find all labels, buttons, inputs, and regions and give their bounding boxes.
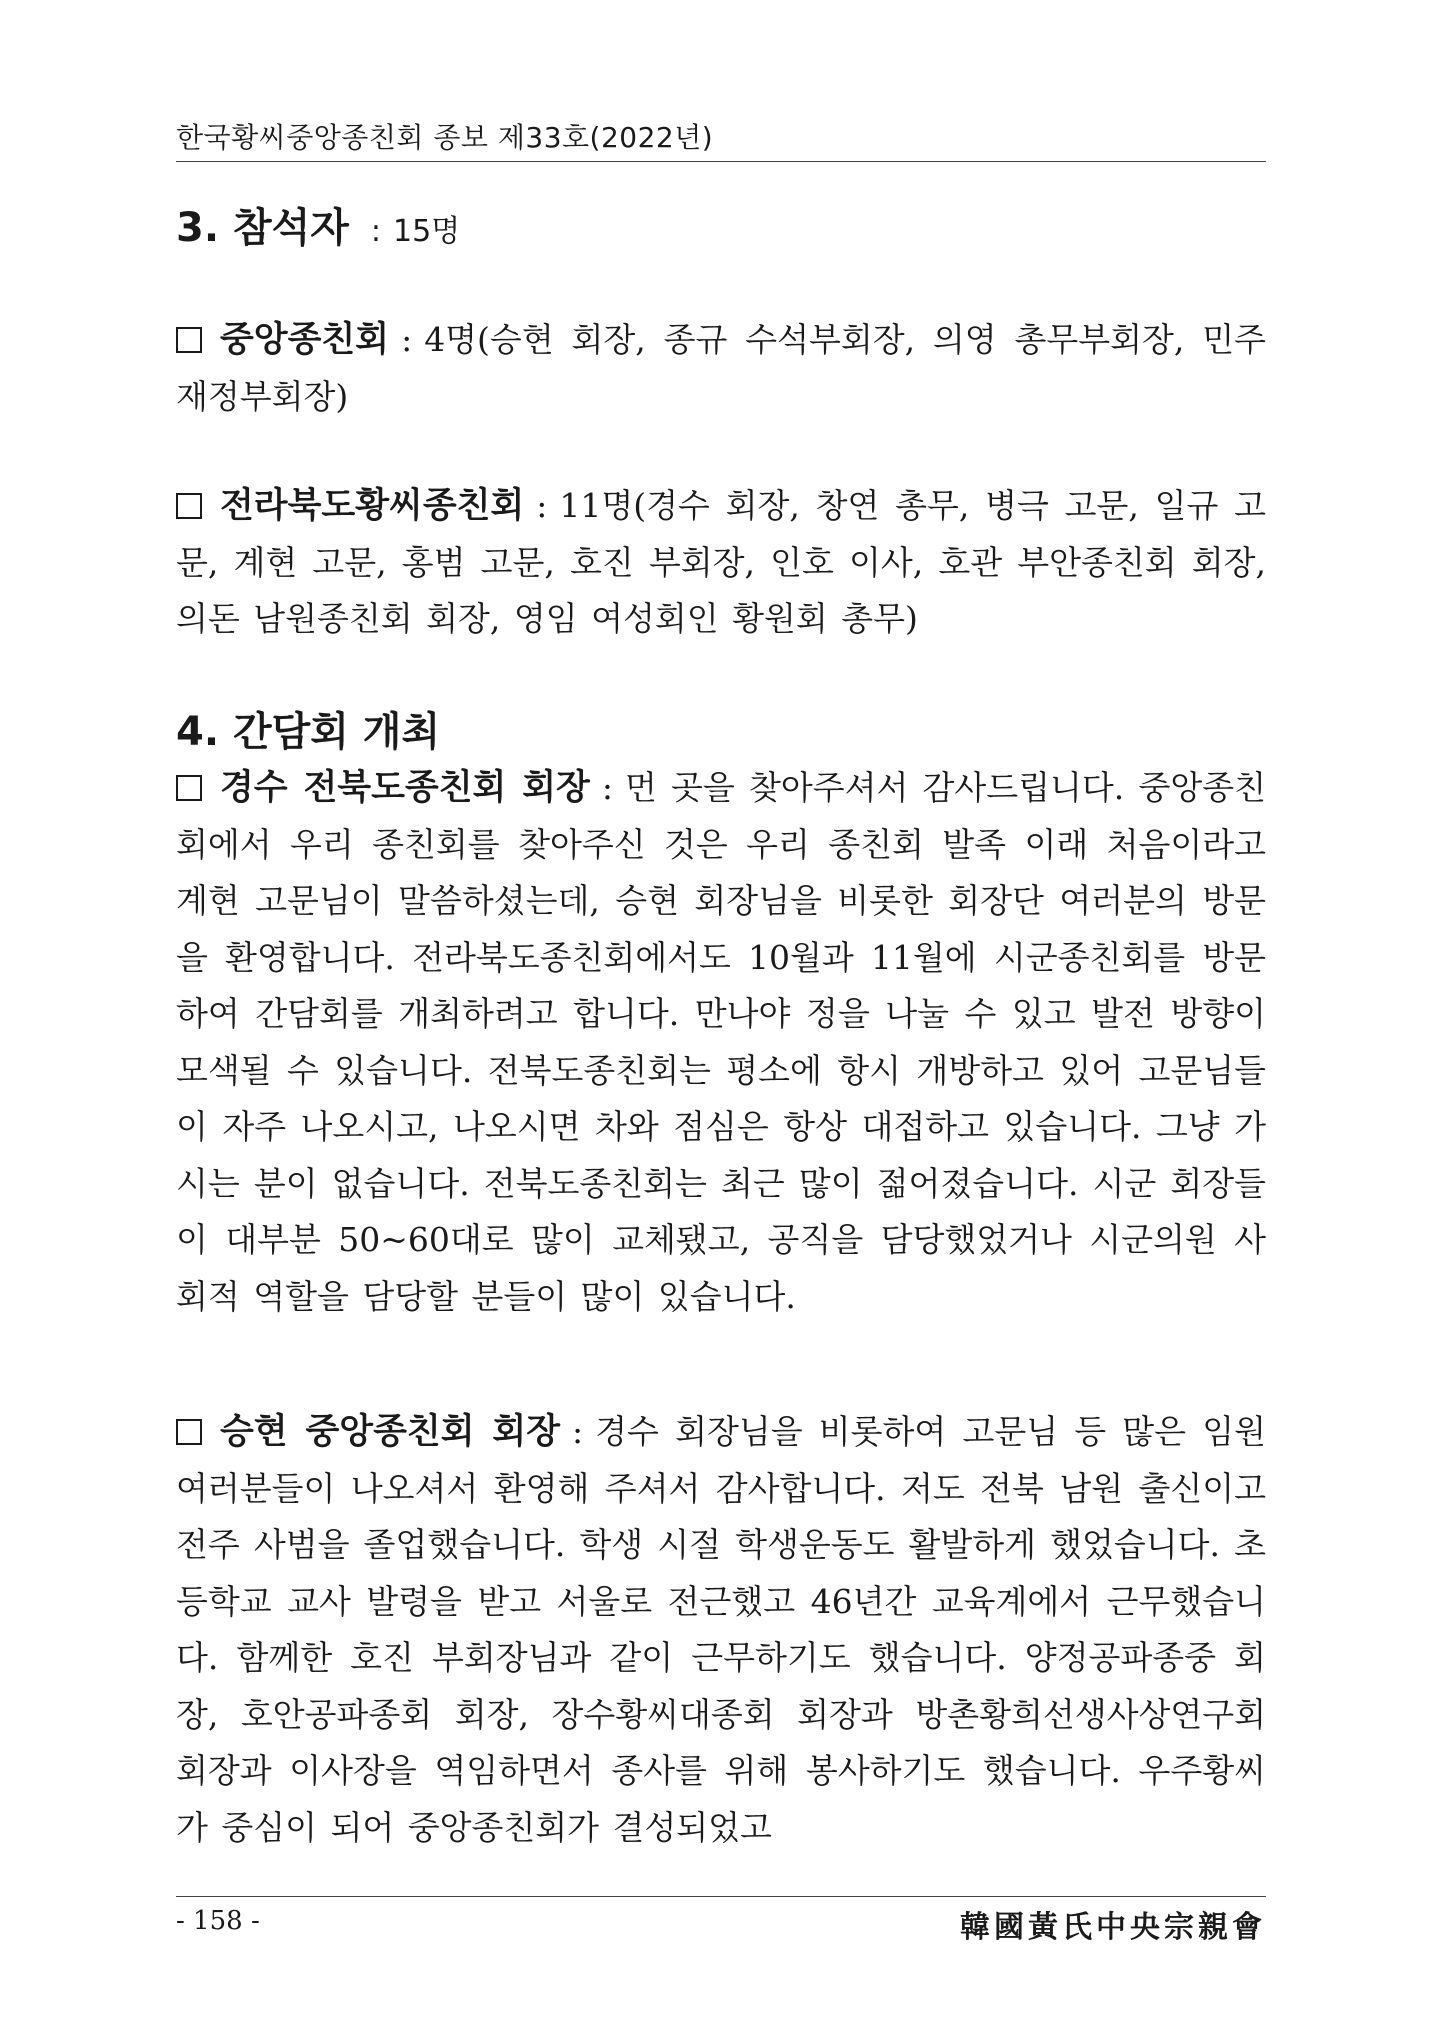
jeonbuk-text: 11명(경수 회장, 창연 총무, 병극 고문, 일규 고문, 계현 고문, 홍범 고문, 호진 부회장, 인호 이사, 호관 부안종친회 회장, 의돈 남원종친회 회장, 영임 여성회인 황원회 총무) xyxy=(176,486,1266,638)
central-text: 4명(승현 회장, 종규 수석부회장, 의영 총무부회장, 민주 재정부회장) xyxy=(176,320,1266,416)
attendee-count: 15명 xyxy=(392,214,461,249)
gyeongsu-remarks-paragraph xyxy=(176,760,1266,1325)
gyeongsu-text: 먼 곳을 찾아주셔서 감사드립니다. 중앙종친회에서 우리 종친회를 찾아주신 것은 우리 종친회 발족 이래 처음이라고 계현 고문님이 말씀하셨는데, 승현 회장님을 비롯한 회장단 여러분의 방문을 환영합니다. 전라북도종친회에서도 10월과 11월에 시군종친회를 방문하여 간담회를 개최하려고 합니다. 만나야 정을 나눌 수 있고 발전 방향이 모색될 수 있습니다. 전북도종친회는 평소에 항시 개방하고 있어 고문님들이 자주 나오시고, 나오시면 차와 점심은 항상 대접하고 있습니다. 그냥 가시는 분이 없습니다. 전북도종친회는 최근 많이 젊어졌습니다. 시군 회장들이 대부분 50~60대로 많이 교체됐고, 공직을 담당했었거나 시군의원 사회적 역할을 담당할 분들이 많이 있습니다. xyxy=(176,768,1266,1316)
checkbox-square-icon xyxy=(176,327,202,353)
seunghyeon-text: 경수 회장님을 비롯하여 고문님 등 많은 임원 여러분들이 나오셔서 환영해 주셔서 감사합니다. 저도 전북 남원 출신이고 전주 사범을 졸업했습니다. 학생 시절 학생운동도 활발하게 했었습니다. 초등학교 교사 발령을 받고 서울로 전근했고 46년간 교육계에서 근무했습니다. 함께한 호진 부회장님과 같이 근무하기도 했습니다. 양정공파종중 회장, 호안공파종회 회장, 장수황씨대종회 회장과 방촌황희선생사상연구회 회장과 이사장을 역임하면서 종사를 위해 봉사하기도 했습니다. 우주황씨가 중심이 되어 중앙종친회가 결성되었고 xyxy=(176,1412,1266,1847)
seunghyeon-label: 승현 중앙종친회 회장 xyxy=(220,1412,561,1452)
colon: : xyxy=(572,1412,584,1451)
colon: : xyxy=(601,768,613,807)
header-rule xyxy=(176,161,1266,162)
colon: : xyxy=(536,486,548,525)
jeonbuk-label: 전라북도황씨종친회 xyxy=(220,486,525,526)
section-3-heading xyxy=(176,196,460,253)
footer-rule xyxy=(176,1896,1266,1897)
central-label: 중앙종친회 xyxy=(220,320,390,360)
colon: : xyxy=(370,214,381,249)
running-header: 한국황씨중앙종친회 종보 제33호(2022년) xyxy=(176,121,714,154)
page-number: - 158 - xyxy=(176,1906,260,1936)
section-3-title: 3. 참석자 xyxy=(176,205,349,251)
jeonbuk-attendees-paragraph xyxy=(176,478,1266,648)
section-4-heading: 4. 간담회 개최 xyxy=(176,709,441,755)
seunghyeon-remarks-paragraph xyxy=(176,1404,1266,1856)
gyeongsu-label: 경수 전북도종친회 회장 xyxy=(220,768,590,808)
central-attendees-paragraph xyxy=(176,312,1266,425)
organization-name-calligraphy: 韓國黃氏中央宗親會 xyxy=(960,1910,1266,1945)
checkbox-square-icon xyxy=(176,775,202,801)
checkbox-square-icon xyxy=(176,493,202,519)
colon: : xyxy=(401,320,413,359)
checkbox-square-icon xyxy=(176,1419,202,1445)
